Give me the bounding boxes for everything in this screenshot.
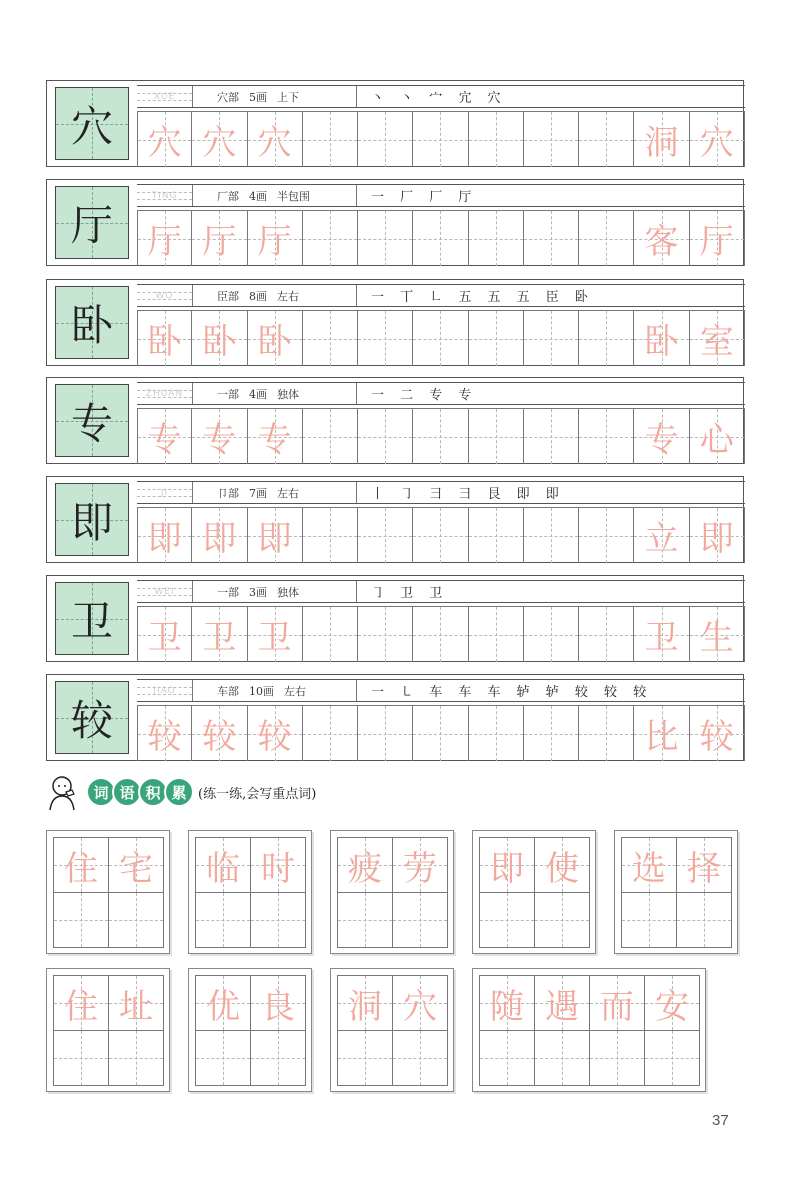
writing-cell[interactable] xyxy=(413,112,468,167)
word-cell[interactable] xyxy=(53,892,109,948)
writing-cell[interactable] xyxy=(137,508,192,563)
trace-character: 较 xyxy=(202,717,237,757)
info-item: 上下 xyxy=(277,90,299,104)
word-grid-row xyxy=(337,837,447,892)
writing-cell[interactable] xyxy=(413,311,468,366)
pinyin-box: ZHUAN xyxy=(137,383,193,404)
writing-cell[interactable] xyxy=(524,112,579,167)
word-cell[interactable] xyxy=(644,1030,700,1086)
trace-character: 厅 xyxy=(147,222,182,262)
word-cell[interactable] xyxy=(108,837,164,893)
main-character-box xyxy=(55,483,129,556)
trace-character: 较 xyxy=(147,717,182,757)
vocab-badge xyxy=(90,777,194,807)
word-grid-row xyxy=(53,975,163,1030)
writing-cell[interactable] xyxy=(303,409,358,464)
word-character: 选 xyxy=(632,848,666,889)
writing-cell[interactable] xyxy=(634,211,689,266)
word-cell[interactable] xyxy=(53,1030,109,1086)
info-item: 4画 xyxy=(249,189,267,203)
word-practice-box xyxy=(188,830,312,954)
trace-character: 厅 xyxy=(699,222,734,262)
pinyin-box: JI xyxy=(137,482,193,503)
info-item: 10画 xyxy=(249,684,274,698)
trace-character: 即 xyxy=(202,519,237,559)
writing-cell[interactable] xyxy=(358,607,413,662)
writing-cell[interactable] xyxy=(579,311,634,366)
word-grid-row xyxy=(195,892,305,947)
radical-info xyxy=(193,86,357,107)
word-grid-row xyxy=(621,837,731,892)
trace-character: 卧 xyxy=(202,322,237,362)
word-grid-row xyxy=(337,975,447,1030)
info-item: 半包围 xyxy=(277,189,310,203)
writing-grid xyxy=(137,507,745,562)
word-practice-box xyxy=(330,968,454,1092)
writing-grid xyxy=(137,310,745,365)
page-header xyxy=(616,46,746,60)
trace-character: 立 xyxy=(644,519,679,559)
main-character: 较 xyxy=(70,695,113,745)
info-item: 8画 xyxy=(249,289,267,303)
writing-cell[interactable] xyxy=(634,409,689,464)
writing-cell[interactable] xyxy=(248,508,303,563)
writing-cell[interactable] xyxy=(192,508,247,563)
info-item: 独体 xyxy=(277,387,299,401)
main-character-box xyxy=(55,384,129,457)
word-grid-row xyxy=(479,892,589,947)
writing-grid xyxy=(137,111,745,166)
word-cell[interactable] xyxy=(108,1030,164,1086)
word-cell[interactable] xyxy=(337,892,393,948)
pinyin-box: XUE xyxy=(137,86,193,107)
word-practice-box xyxy=(46,830,170,954)
word-grid xyxy=(195,975,305,1085)
info-row xyxy=(137,580,745,603)
radical-info xyxy=(193,680,357,701)
word-cell[interactable] xyxy=(676,892,732,948)
word-character: 安 xyxy=(655,986,689,1027)
word-grid-row xyxy=(337,1030,447,1085)
word-grid-row xyxy=(195,975,305,1030)
trace-character: 比 xyxy=(644,717,679,757)
word-cell[interactable] xyxy=(644,975,700,1031)
trace-character: 客 xyxy=(644,222,679,262)
word-cell[interactable] xyxy=(337,837,393,893)
trace-character: 穴 xyxy=(147,123,182,163)
word-character: 择 xyxy=(687,848,721,889)
char-block-7 xyxy=(46,674,744,761)
writing-cell[interactable] xyxy=(358,311,413,366)
word-cell[interactable] xyxy=(479,892,535,948)
writing-cell[interactable] xyxy=(358,409,413,464)
info-item: 4画 xyxy=(249,387,267,401)
word-character: 洞 xyxy=(348,986,382,1027)
info-item: 一部 xyxy=(217,585,239,599)
word-character: 临 xyxy=(206,848,240,889)
info-item: 臣部 xyxy=(217,289,239,303)
word-cell[interactable] xyxy=(250,1030,306,1086)
radical-info xyxy=(193,285,357,306)
word-cell[interactable] xyxy=(534,892,590,948)
writing-cell[interactable] xyxy=(248,211,303,266)
word-grid-row xyxy=(53,837,163,892)
writing-cell[interactable] xyxy=(303,706,358,761)
writing-cell[interactable] xyxy=(469,706,524,761)
word-cell[interactable] xyxy=(479,975,535,1031)
word-cell[interactable] xyxy=(534,1030,590,1086)
writing-cell[interactable] xyxy=(358,508,413,563)
trace-character: 穴 xyxy=(257,123,292,163)
writing-cell[interactable] xyxy=(248,112,303,167)
stroke-order: 一 丅 ㇗ 五 五 五 臣 卧 xyxy=(371,290,594,305)
writing-cell[interactable] xyxy=(248,409,303,464)
writing-cell[interactable] xyxy=(579,607,634,662)
word-cell[interactable] xyxy=(195,975,251,1031)
word-practice-box xyxy=(188,968,312,1092)
main-character-box xyxy=(55,681,129,754)
writing-cell[interactable] xyxy=(469,607,524,662)
trace-character: 卧 xyxy=(147,322,182,362)
word-cell[interactable] xyxy=(621,892,677,948)
trace-character: 生 xyxy=(699,618,734,658)
main-character: 厅 xyxy=(70,200,113,250)
word-grid-row xyxy=(479,1030,699,1085)
writing-cell[interactable] xyxy=(137,409,192,464)
info-item: 独体 xyxy=(277,585,299,599)
writing-cell[interactable] xyxy=(413,211,468,266)
writing-cell[interactable] xyxy=(303,112,358,167)
stroke-order: ㇆ 卫 卫 xyxy=(371,586,449,601)
writing-cell[interactable] xyxy=(413,706,468,761)
badge-character: 积 xyxy=(138,777,168,807)
badge-character: 累 xyxy=(164,777,194,807)
info-item: 7画 xyxy=(249,486,267,500)
trace-character: 洞 xyxy=(644,123,679,163)
writing-cell[interactable] xyxy=(303,211,358,266)
writing-cell[interactable] xyxy=(634,706,689,761)
word-cell[interactable] xyxy=(589,975,645,1031)
writing-cell[interactable] xyxy=(469,508,524,563)
trace-character: 较 xyxy=(257,717,292,757)
word-character: 时 xyxy=(261,848,295,889)
writing-cell[interactable] xyxy=(192,311,247,366)
char-block-3 xyxy=(46,279,744,366)
trace-character: 卫 xyxy=(257,618,292,658)
main-character-box xyxy=(55,186,129,259)
writing-cell[interactable] xyxy=(690,508,745,563)
writing-cell[interactable] xyxy=(137,211,192,266)
trace-character: 较 xyxy=(699,717,734,757)
word-grid-row xyxy=(479,975,699,1030)
word-character: 遇 xyxy=(545,986,579,1027)
writing-cell[interactable] xyxy=(248,706,303,761)
word-cell[interactable] xyxy=(337,975,393,1031)
writing-cell[interactable] xyxy=(469,112,524,167)
word-practice-box xyxy=(46,968,170,1092)
word-grid xyxy=(337,975,447,1085)
word-grid-row xyxy=(621,892,731,947)
word-grid xyxy=(479,975,699,1085)
word-character: 即 xyxy=(490,848,524,889)
info-item: 左右 xyxy=(284,684,306,698)
page-number: 37 xyxy=(712,1112,729,1129)
writing-cell[interactable] xyxy=(690,311,745,366)
writing-cell[interactable] xyxy=(634,311,689,366)
writing-cell[interactable] xyxy=(579,211,634,266)
pinyin-box: JIAO xyxy=(137,680,193,701)
writing-cell[interactable] xyxy=(524,607,579,662)
radical-info xyxy=(193,482,357,503)
word-cell[interactable] xyxy=(392,975,448,1031)
main-character-box xyxy=(55,286,129,359)
info-item: 左右 xyxy=(277,486,299,500)
stroke-order: 丨 ㇆ 彐 彐 艮 即 即 xyxy=(371,487,565,502)
writing-grid xyxy=(137,705,745,760)
info-item: 3画 xyxy=(249,585,267,599)
writing-cell[interactable] xyxy=(137,112,192,167)
word-grid-row xyxy=(195,1030,305,1085)
word-cell[interactable] xyxy=(534,837,590,893)
writing-cell[interactable] xyxy=(192,409,247,464)
trace-character: 心 xyxy=(699,420,734,460)
main-character: 专 xyxy=(70,398,113,448)
word-cell[interactable] xyxy=(589,1030,645,1086)
main-character-box xyxy=(55,87,129,160)
trace-character: 专 xyxy=(147,420,182,460)
writing-cell[interactable] xyxy=(469,409,524,464)
word-grid xyxy=(479,837,589,947)
word-cell[interactable] xyxy=(479,837,535,893)
writing-cell[interactable] xyxy=(469,211,524,266)
trace-character: 卫 xyxy=(147,618,182,658)
writing-cell[interactable] xyxy=(413,508,468,563)
writing-cell[interactable] xyxy=(192,706,247,761)
writing-cell[interactable] xyxy=(634,112,689,167)
writing-cell[interactable] xyxy=(248,311,303,366)
info-item: 一部 xyxy=(217,387,239,401)
writing-cell[interactable] xyxy=(524,311,579,366)
main-character: 卧 xyxy=(70,300,113,350)
char-block-1 xyxy=(46,80,744,167)
word-grid-row xyxy=(195,837,305,892)
trace-character: 卧 xyxy=(257,322,292,362)
word-character: 良 xyxy=(261,986,295,1027)
word-character: 址 xyxy=(119,986,153,1027)
writing-cell[interactable] xyxy=(303,508,358,563)
info-row xyxy=(137,679,745,702)
kid-icon xyxy=(44,772,88,812)
trace-character: 卫 xyxy=(202,618,237,658)
char-block-2 xyxy=(46,179,744,266)
word-cell[interactable] xyxy=(676,837,732,893)
writing-cell[interactable] xyxy=(192,211,247,266)
word-character: 住 xyxy=(64,848,98,889)
badge-character: 词 xyxy=(86,777,116,807)
trace-character: 即 xyxy=(699,519,734,559)
badge-character: 语 xyxy=(112,777,142,807)
word-cell[interactable] xyxy=(392,892,448,948)
word-cell[interactable] xyxy=(53,975,109,1031)
info-item: 卩部 xyxy=(217,486,239,500)
writing-cell[interactable] xyxy=(192,112,247,167)
word-cell[interactable] xyxy=(195,837,251,893)
writing-cell[interactable] xyxy=(579,112,634,167)
word-cell[interactable] xyxy=(250,892,306,948)
word-cell[interactable] xyxy=(337,1030,393,1086)
word-cell[interactable] xyxy=(479,1030,535,1086)
word-character: 穴 xyxy=(403,986,437,1027)
trace-character: 穴 xyxy=(202,123,237,163)
word-grid xyxy=(195,837,305,947)
trace-character: 厅 xyxy=(202,222,237,262)
word-grid xyxy=(53,975,163,1085)
char-block-4 xyxy=(46,377,744,464)
writing-cell[interactable] xyxy=(303,607,358,662)
info-item: 厂部 xyxy=(217,189,239,203)
word-cell[interactable] xyxy=(392,837,448,893)
word-cell[interactable] xyxy=(250,837,306,893)
info-item: 左右 xyxy=(277,289,299,303)
word-practice-box xyxy=(614,830,738,954)
word-character: 疲 xyxy=(348,848,382,889)
word-grid-row xyxy=(479,837,589,892)
word-character: 宅 xyxy=(119,848,153,889)
info-row xyxy=(137,481,745,504)
word-character: 随 xyxy=(490,986,524,1027)
main-character: 卫 xyxy=(70,596,113,646)
radical-info xyxy=(193,581,357,602)
pinyin-box: TING xyxy=(137,185,193,206)
trace-character: 室 xyxy=(699,322,734,362)
vocab-subtitle: (练一练,会写重点词) xyxy=(198,786,317,802)
word-cell[interactable] xyxy=(108,892,164,948)
trace-character: 即 xyxy=(147,519,182,559)
word-cell[interactable] xyxy=(534,975,590,1031)
stroke-order: 一 厂 厂 厅 xyxy=(371,190,478,205)
info-row xyxy=(137,85,745,108)
word-cell[interactable] xyxy=(392,1030,448,1086)
main-character-box xyxy=(55,582,129,655)
writing-cell[interactable] xyxy=(413,607,468,662)
writing-cell[interactable] xyxy=(413,409,468,464)
info-row xyxy=(137,382,745,405)
writing-cell[interactable] xyxy=(358,112,413,167)
trace-character: 穴 xyxy=(699,123,734,163)
info-row xyxy=(137,184,745,207)
writing-cell[interactable] xyxy=(137,706,192,761)
writing-cell[interactable] xyxy=(579,409,634,464)
word-grid xyxy=(337,837,447,947)
writing-cell[interactable] xyxy=(579,508,634,563)
word-practice-box xyxy=(330,830,454,954)
writing-grid xyxy=(137,210,745,265)
main-character: 即 xyxy=(70,497,113,547)
writing-cell[interactable] xyxy=(524,211,579,266)
writing-cell[interactable] xyxy=(524,508,579,563)
trace-character: 专 xyxy=(644,420,679,460)
writing-cell[interactable] xyxy=(690,112,745,167)
word-cell[interactable] xyxy=(53,837,109,893)
writing-cell[interactable] xyxy=(634,508,689,563)
vocab-header xyxy=(44,772,316,812)
word-character: 使 xyxy=(545,848,579,889)
writing-cell[interactable] xyxy=(690,409,745,464)
main-character: 穴 xyxy=(70,101,113,151)
writing-grid xyxy=(137,408,745,463)
stroke-order: 一 ㇄ 车 车 车 轳 轳 较 较 较 xyxy=(371,685,653,700)
writing-cell[interactable] xyxy=(358,706,413,761)
word-grid-row xyxy=(337,892,447,947)
word-cell[interactable] xyxy=(195,892,251,948)
word-grid-row xyxy=(53,1030,163,1085)
stroke-order: 一 二 专 专 xyxy=(371,388,478,403)
writing-cell[interactable] xyxy=(690,706,745,761)
word-practice-box xyxy=(472,830,596,954)
word-grid-row xyxy=(53,892,163,947)
trace-character: 专 xyxy=(202,420,237,460)
trace-character: 即 xyxy=(257,519,292,559)
writing-cell[interactable] xyxy=(358,211,413,266)
writing-cell[interactable] xyxy=(579,706,634,761)
info-row xyxy=(137,284,745,307)
pinyin-box: WEI xyxy=(137,581,193,602)
writing-cell[interactable] xyxy=(690,607,745,662)
writing-cell[interactable] xyxy=(137,311,192,366)
writing-cell[interactable] xyxy=(634,607,689,662)
trace-character: 卫 xyxy=(644,618,679,658)
trace-character: 卧 xyxy=(644,322,679,362)
writing-cell[interactable] xyxy=(690,211,745,266)
pinyin-box: WO xyxy=(137,285,193,306)
word-cell[interactable] xyxy=(621,837,677,893)
info-item: 穴部 xyxy=(217,90,239,104)
stroke-order: 丶 丶 宀 宂 穴 xyxy=(371,91,507,106)
trace-character: 厅 xyxy=(257,222,292,262)
writing-cell[interactable] xyxy=(303,311,358,366)
writing-cell[interactable] xyxy=(192,607,247,662)
word-cell[interactable] xyxy=(195,1030,251,1086)
radical-info xyxy=(193,185,357,206)
info-item: 车部 xyxy=(217,684,239,698)
writing-cell[interactable] xyxy=(524,706,579,761)
word-cell[interactable] xyxy=(250,975,306,1031)
radical-info xyxy=(193,383,357,404)
trace-character: 专 xyxy=(257,420,292,460)
char-block-5 xyxy=(46,476,744,563)
writing-cell[interactable] xyxy=(137,607,192,662)
info-item: 5画 xyxy=(249,90,267,104)
writing-grid xyxy=(137,606,745,661)
word-grid xyxy=(53,837,163,947)
word-grid xyxy=(621,837,731,947)
char-block-6 xyxy=(46,575,744,662)
word-character: 而 xyxy=(600,986,634,1027)
writing-cell[interactable] xyxy=(248,607,303,662)
writing-cell[interactable] xyxy=(524,409,579,464)
word-practice-box xyxy=(472,968,706,1092)
word-cell[interactable] xyxy=(108,975,164,1031)
writing-cell[interactable] xyxy=(469,311,524,366)
word-character: 住 xyxy=(64,986,98,1027)
word-character: 优 xyxy=(206,986,240,1027)
word-character: 劳 xyxy=(403,848,437,889)
